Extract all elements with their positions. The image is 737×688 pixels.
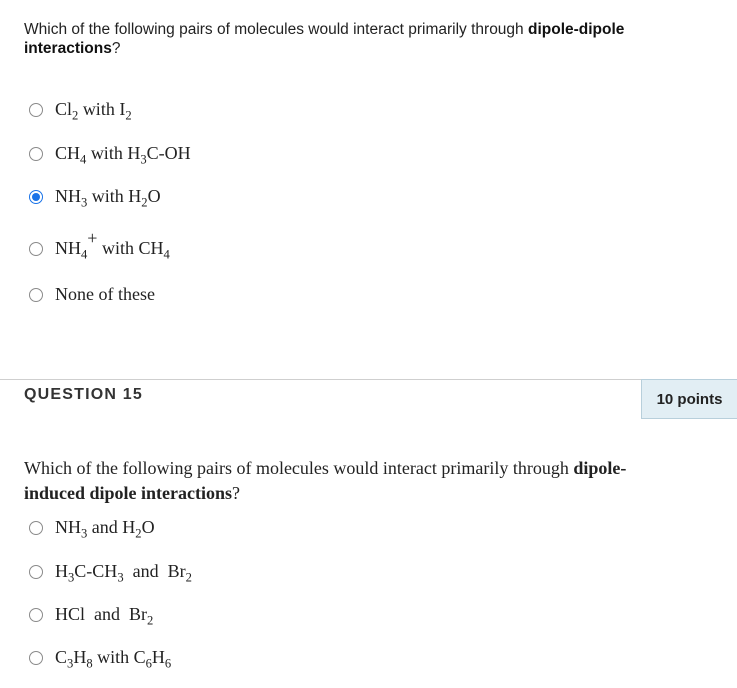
q15-option-2[interactable] <box>29 561 192 585</box>
option-label: $Cl_2$ with $I_2$ <box>55 99 132 123</box>
prompt-text: Which of the following pairs of molecules would interact primarily through <box>24 458 574 478</box>
points-badge: 10 points <box>641 379 737 419</box>
q14-option-4[interactable] <box>29 228 170 262</box>
q15-option-4[interactable] <box>29 647 172 671</box>
radio-button[interactable] <box>29 103 43 117</box>
q14-option-1[interactable] <box>29 99 132 123</box>
radio-button[interactable] <box>29 651 43 665</box>
q15-option-3[interactable] <box>29 604 154 628</box>
question-divider <box>0 379 737 380</box>
option-label: $CH_4$ with $H_3C-OH$ <box>55 143 191 167</box>
option-label: $NH_3$ and $H_2O$ <box>55 517 155 541</box>
option-label: $NH_3$ with $H_2O$ <box>55 186 161 210</box>
option-label: HCl and $Br_2$ <box>55 604 154 628</box>
prompt-end: ? <box>111 40 121 57</box>
option-label: $H_3C-CH_3$ and $Br_2$ <box>55 561 192 585</box>
question-title: QUESTION 15 <box>24 386 144 403</box>
question-15-prompt <box>24 456 664 506</box>
option-label: $C_3H_8$ with $C_6H_6$ <box>55 647 172 671</box>
q14-option-3[interactable] <box>29 186 161 210</box>
q14-option-5[interactable] <box>29 284 155 305</box>
prompt-emphasis: dipole-induced dipole interactions <box>24 458 627 503</box>
radio-button[interactable] <box>29 147 43 161</box>
option-label: None of these <box>55 284 155 304</box>
radio-button[interactable] <box>29 608 43 622</box>
prompt-emphasis: dipole-dipole interactions <box>24 21 625 57</box>
option-label: $NH_4^+$ with $CH_4$ <box>55 228 170 262</box>
radio-button[interactable] <box>29 288 43 302</box>
radio-button[interactable] <box>29 521 43 535</box>
radio-button[interactable] <box>29 242 43 256</box>
question-14-prompt <box>24 20 704 58</box>
radio-button-selected[interactable] <box>29 190 43 204</box>
q14-option-2[interactable] <box>29 143 191 167</box>
prompt-text: Which of the following pairs of molecules would interact primarily through <box>24 21 528 38</box>
radio-button[interactable] <box>29 565 43 579</box>
q15-option-1[interactable] <box>29 517 155 541</box>
prompt-end: ? <box>232 483 241 503</box>
